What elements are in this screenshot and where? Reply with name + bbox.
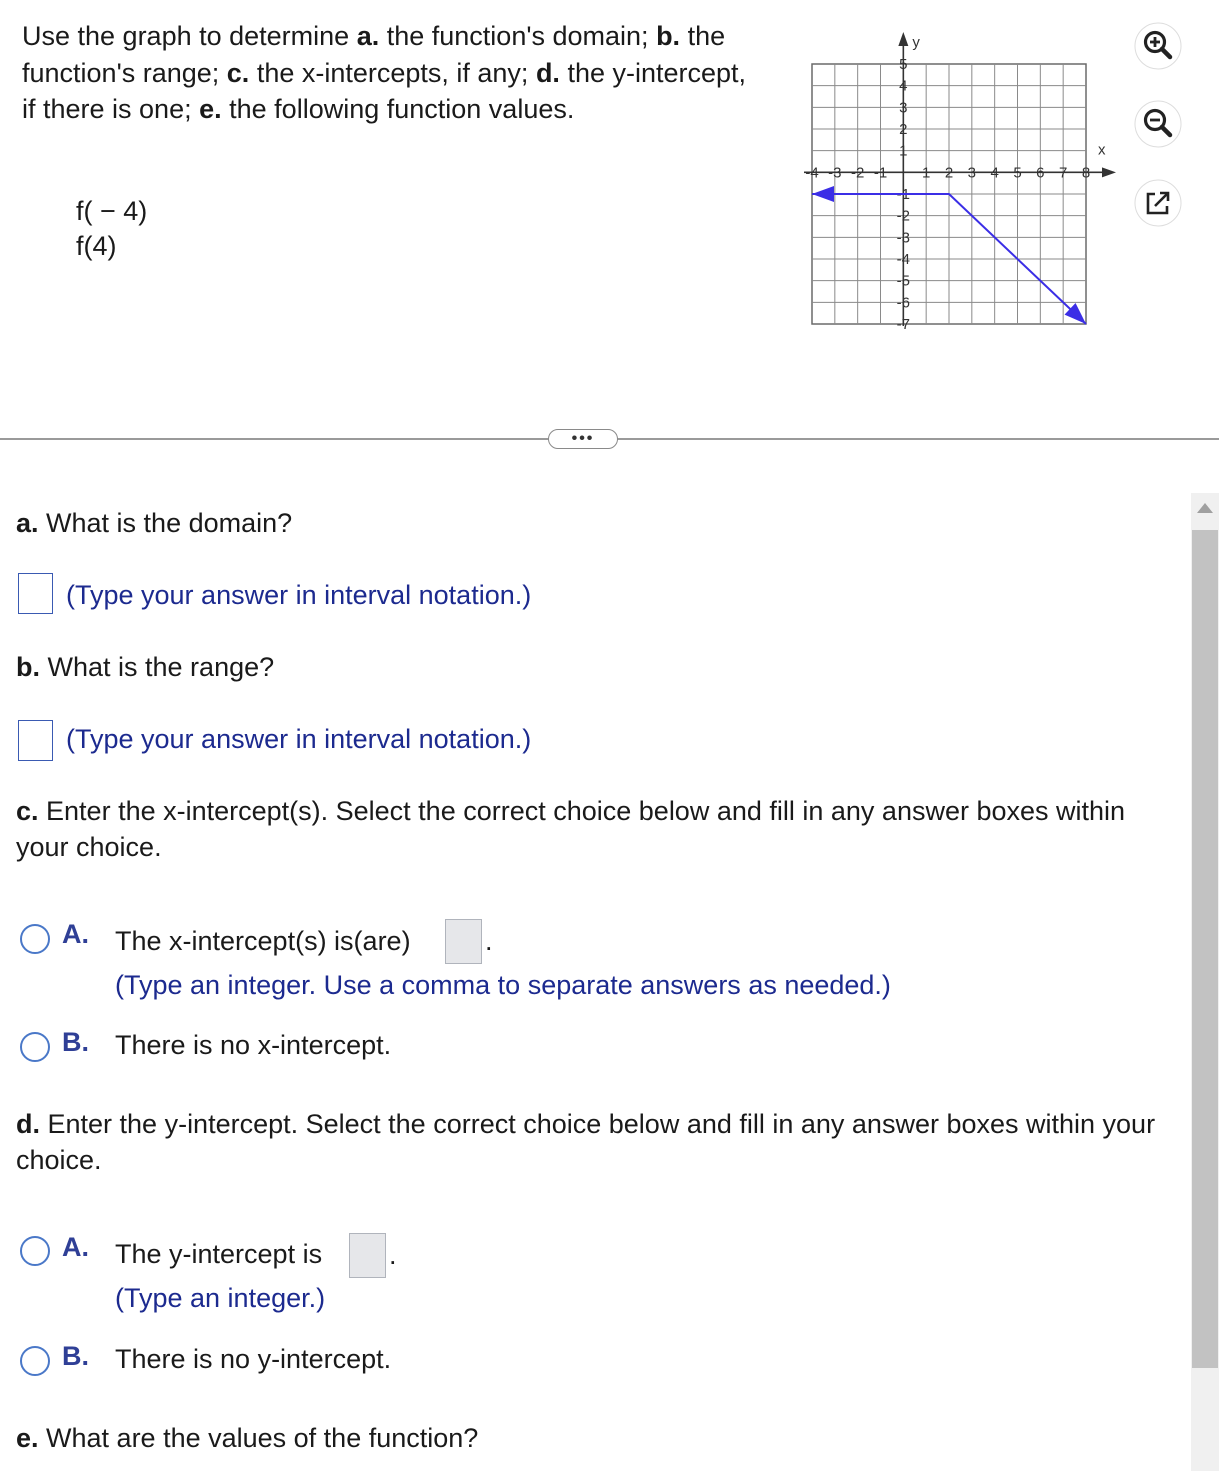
x-intercept-choice-b-text: There is no x-intercept. — [115, 1030, 392, 1060]
question-e — [16, 1420, 478, 1456]
question-a — [16, 505, 292, 541]
y-tick-label: 4 — [899, 77, 908, 95]
y-intercept-answer-input[interactable] — [349, 1233, 386, 1278]
prompt-part-c-label: c. — [226, 57, 250, 88]
x-intercept-choice-a-text: The x-intercept(s) is(are) — [115, 926, 411, 956]
popout-button[interactable] — [1133, 178, 1183, 228]
question-d-text: Enter the y-intercept. Select the correct choice below and fill in any answer boxes within your choice. — [16, 1109, 1156, 1175]
x-tick-label: 1 — [921, 164, 931, 182]
y-tick-label: -2 — [896, 207, 911, 225]
y-tick-label: -6 — [896, 294, 911, 312]
function-graph — [790, 26, 1130, 331]
external-link-icon — [1133, 178, 1183, 228]
question-a-label: a. — [16, 508, 39, 538]
more-button[interactable]: ••• — [548, 429, 618, 449]
domain-hint: (Type your answer in interval notation.) — [66, 580, 532, 610]
zoom-out-button[interactable] — [1133, 99, 1183, 149]
y-intercept-hint: (Type an integer.) — [115, 1283, 326, 1313]
function-values-list — [76, 194, 147, 264]
function-start-arrow-icon — [812, 186, 834, 202]
function-value-f-4: f(4) — [76, 231, 117, 261]
question-c — [16, 793, 1156, 865]
x-tick-label: 3 — [967, 164, 977, 182]
function-value-f-neg4: f( − 4) — [76, 196, 148, 226]
question-e-label: e. — [16, 1423, 39, 1453]
x-intercept-hint: (Type an integer. Use a comma to separate answers as needed.) — [115, 970, 891, 1000]
problem-statement — [22, 18, 762, 128]
prompt-text: the function's range; — [22, 21, 726, 88]
y-axis-label: y — [912, 34, 920, 51]
y-tick-label: -1 — [896, 186, 911, 203]
question-c-label: c. — [16, 796, 39, 826]
x-intercept-choice-b-letter: B. — [62, 1027, 89, 1057]
x-intercept-answer-input[interactable] — [445, 919, 482, 964]
y-tick-label: -7 — [896, 316, 911, 331]
x-tick-label: 5 — [1013, 164, 1022, 182]
x-tick-label: -3 — [828, 164, 842, 182]
y-tick-label: -4 — [896, 251, 911, 268]
prompt-text: the y-intercept, if there is one; — [22, 57, 747, 124]
domain-answer-input[interactable] — [18, 573, 53, 614]
y-axis-arrow-icon — [898, 32, 908, 46]
x-tick-label: -1 — [873, 164, 888, 182]
prompt-part-b-label: b. — [656, 21, 681, 51]
question-b-text: What is the range? — [40, 652, 275, 682]
zoom-in-icon — [1133, 21, 1183, 71]
y-tick-label: 5 — [899, 56, 908, 73]
y-intercept-choice-b-text: There is no y-intercept. — [115, 1344, 392, 1374]
x-tick-label: 6 — [1036, 164, 1045, 182]
y-tick-label: 3 — [899, 99, 908, 117]
y-intercept-choice-b-letter: B. — [62, 1341, 89, 1371]
x-axis-label: x — [1098, 141, 1106, 159]
x-intercept-choice-a-letter: A. — [62, 919, 89, 949]
x-tick-label: 4 — [990, 164, 999, 182]
question-b — [16, 649, 274, 685]
question-e-text: What are the values of the function? — [38, 1423, 479, 1453]
prompt-text: the following function values. — [221, 94, 575, 124]
x-intercept-choice-b-radio[interactable] — [20, 1032, 50, 1062]
y-tick-label: 2 — [899, 121, 908, 138]
question-d — [16, 1106, 1156, 1178]
y-intercept-choice-a-text: The y-intercept is — [115, 1239, 323, 1269]
zoom-out-icon — [1133, 99, 1183, 149]
range-hint: (Type your answer in interval notation.) — [66, 724, 532, 754]
question-a-text: What is the domain? — [38, 508, 293, 538]
y-tick-label: 1 — [899, 142, 908, 160]
zoom-in-button[interactable] — [1133, 21, 1183, 71]
y-intercept-choice-a-radio[interactable] — [20, 1236, 50, 1266]
x-axis-arrow-icon — [1102, 167, 1116, 177]
question-c-text: Enter the x-intercept(s). Select the correct choice below and fill in any answer boxes within your choice. — [16, 796, 1126, 862]
x-tick-label: 2 — [944, 164, 954, 182]
x-intercept-choice-a-radio[interactable] — [20, 924, 50, 954]
x-tick-label: -4 — [805, 164, 819, 182]
y-intercept-choice-a-letter: A. — [62, 1232, 89, 1262]
scrollbar-thumb[interactable] — [1192, 530, 1218, 1368]
prompt-part-d-label: d. — [535, 57, 560, 88]
x-intercept-period: . — [485, 926, 493, 956]
y-tick-label: -5 — [896, 272, 911, 290]
prompt-text: the x-intercepts, if any; — [249, 57, 536, 88]
question-b-label: b. — [16, 652, 40, 682]
range-answer-input[interactable] — [18, 720, 53, 761]
y-tick-label: -3 — [896, 229, 911, 247]
prompt-part-e-label: e. — [199, 94, 222, 124]
question-d-label: d. — [16, 1109, 40, 1139]
x-tick-label: -2 — [850, 164, 865, 182]
scroll-up-arrow-icon[interactable] — [1197, 503, 1213, 513]
prompt-part-a-label: a. — [356, 21, 380, 51]
prompt-text: the function's domain; — [379, 21, 657, 51]
y-intercept-choice-b-radio[interactable] — [20, 1346, 50, 1376]
x-tick-label: 7 — [1058, 164, 1068, 182]
y-intercept-period: . — [389, 1240, 397, 1270]
prompt-text: Use the graph to determine — [22, 21, 357, 51]
x-tick-label: 8 — [1081, 164, 1091, 182]
